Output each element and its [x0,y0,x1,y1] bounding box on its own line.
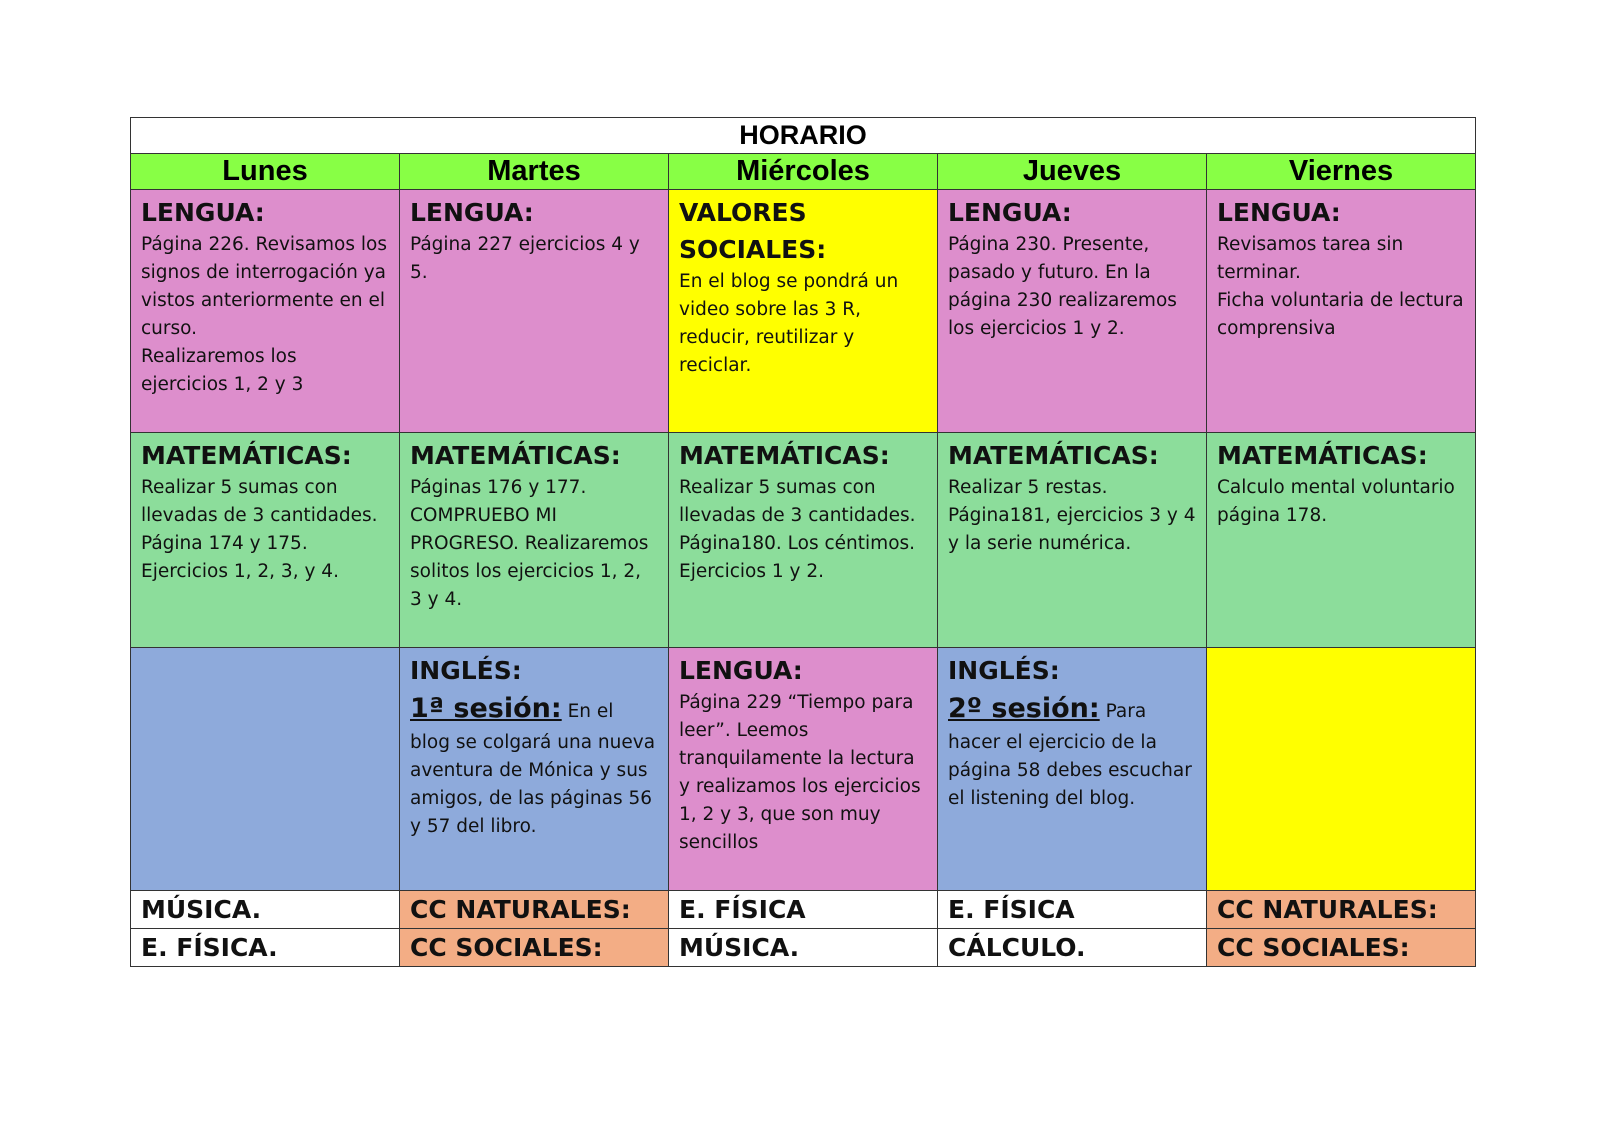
subject-label: LENGUA: [410,198,534,227]
cell-miercoles-valores [669,190,938,433]
subject-label: MATEMÁTICAS: [141,441,352,470]
lesson-text: Página 227 ejercicios 4 y 5. [410,234,640,283]
subject-label: LENGUA: [948,198,1072,227]
cell-miercoles-educacion-fisica: E. FÍSICA [669,891,938,929]
lesson-text: En el blog se pondrá un video sobre las 3 R, reducir, reutilizar y reciclar. [679,271,899,376]
cell-martes-ingles [400,648,669,891]
cell-lunes-lengua [131,190,400,433]
subject-label: INGLÉS: [410,656,522,685]
lesson-text: Páginas 176 y 177. COMPRUEBO MI PROGRESO. Realizaremos solitos los ejercicios 1, 2, 3 y 4. [410,477,649,610]
subject-label: LENGUA: [141,198,265,227]
lesson-text: Página 226. Revisamos los signos de interrogación ya vistos anteriormente en el curso. Realizaremos los ejercicios 1, 2 y 3 [141,234,387,395]
lesson-text: Página 229 “Tiempo para leer”. Leemos tranquilamente la lectura y realizamos los ejercicios 1, 2 y 3, que son muy sencillos [679,692,921,853]
lesson-text: Realizar 5 restas. Página181, ejercicios 3 y 4 y la serie numérica. [948,477,1196,554]
session-label: 2º sesión: [948,693,1100,724]
subject-label: LENGUA: [1217,198,1341,227]
session-label: 1ª sesión: [410,693,562,724]
subject-label: LENGUA: [679,656,803,685]
cell-lunes-educacion-fisica: E. FÍSICA. [131,929,400,967]
cell-martes-matematicas [400,433,669,648]
schedule-table [130,117,1476,967]
subject-label: INGLÉS: [948,656,1060,685]
lesson-text: Realizar 5 sumas con llevadas de 3 cantidades. Página 174 y 175. Ejercicios 1, 2, 3, y 4. [141,477,378,582]
day-header-miercoles: Miércoles [669,154,938,190]
cell-martes-lengua [400,190,669,433]
lesson-text: Revisamos tarea sin terminar. Ficha voluntaria de lectura comprensiva [1217,234,1464,339]
lesson-text: Realizar 5 sumas con llevadas de 3 cantidades. Página180. Los céntimos. Ejercicios 1 y 2. [679,477,916,582]
cell-jueves-ingles [938,648,1207,891]
day-header-jueves: Jueves [938,154,1207,190]
subject-label: MATEMÁTICAS: [410,441,621,470]
subject-label: VALORES SOCIALES: [679,198,827,264]
subject-label: MATEMÁTICAS: [679,441,890,470]
cell-jueves-matematicas [938,433,1207,648]
day-header-martes: Martes [400,154,669,190]
lesson-text: Para hacer el ejercicio de la página 58 debes escuchar el listening del blog. [948,701,1192,809]
subject-label: MATEMÁTICAS: [1217,441,1428,470]
cell-miercoles-lengua [669,648,938,891]
lesson-text: Calculo mental voluntario página 178. [1217,477,1455,526]
cell-miercoles-musica: MÚSICA. [669,929,938,967]
cell-jueves-lengua [938,190,1207,433]
day-header-viernes: Viernes [1207,154,1476,190]
cell-miercoles-matematicas [669,433,938,648]
lesson-text: Página 230. Presente, pasado y futuro. En la página 230 realizaremos los ejercicios 1 y 2. [948,234,1177,339]
day-header-lunes: Lunes [131,154,400,190]
cell-viernes-cc-sociales: CC SOCIALES: [1207,929,1476,967]
subject-label: MATEMÁTICAS: [948,441,1159,470]
cell-jueves-educacion-fisica: E. FÍSICA [938,891,1207,929]
cell-martes-cc-naturales: CC NATURALES: [400,891,669,929]
cell-viernes-matematicas [1207,433,1476,648]
cell-viernes-lengua [1207,190,1476,433]
schedule-title: HORARIO [131,118,1476,154]
cell-lunes-musica: MÚSICA. [131,891,400,929]
cell-martes-cc-sociales: CC SOCIALES: [400,929,669,967]
cell-viernes-empty [1207,648,1476,891]
lesson-text: En el blog se colgará una nueva aventura de Mónica y sus amigos, de las páginas 56 y 57 del libro. [410,701,656,837]
cell-jueves-calculo: CÁLCULO. [938,929,1207,967]
cell-lunes-empty [131,648,400,891]
cell-viernes-cc-naturales: CC NATURALES: [1207,891,1476,929]
cell-lunes-matematicas [131,433,400,648]
